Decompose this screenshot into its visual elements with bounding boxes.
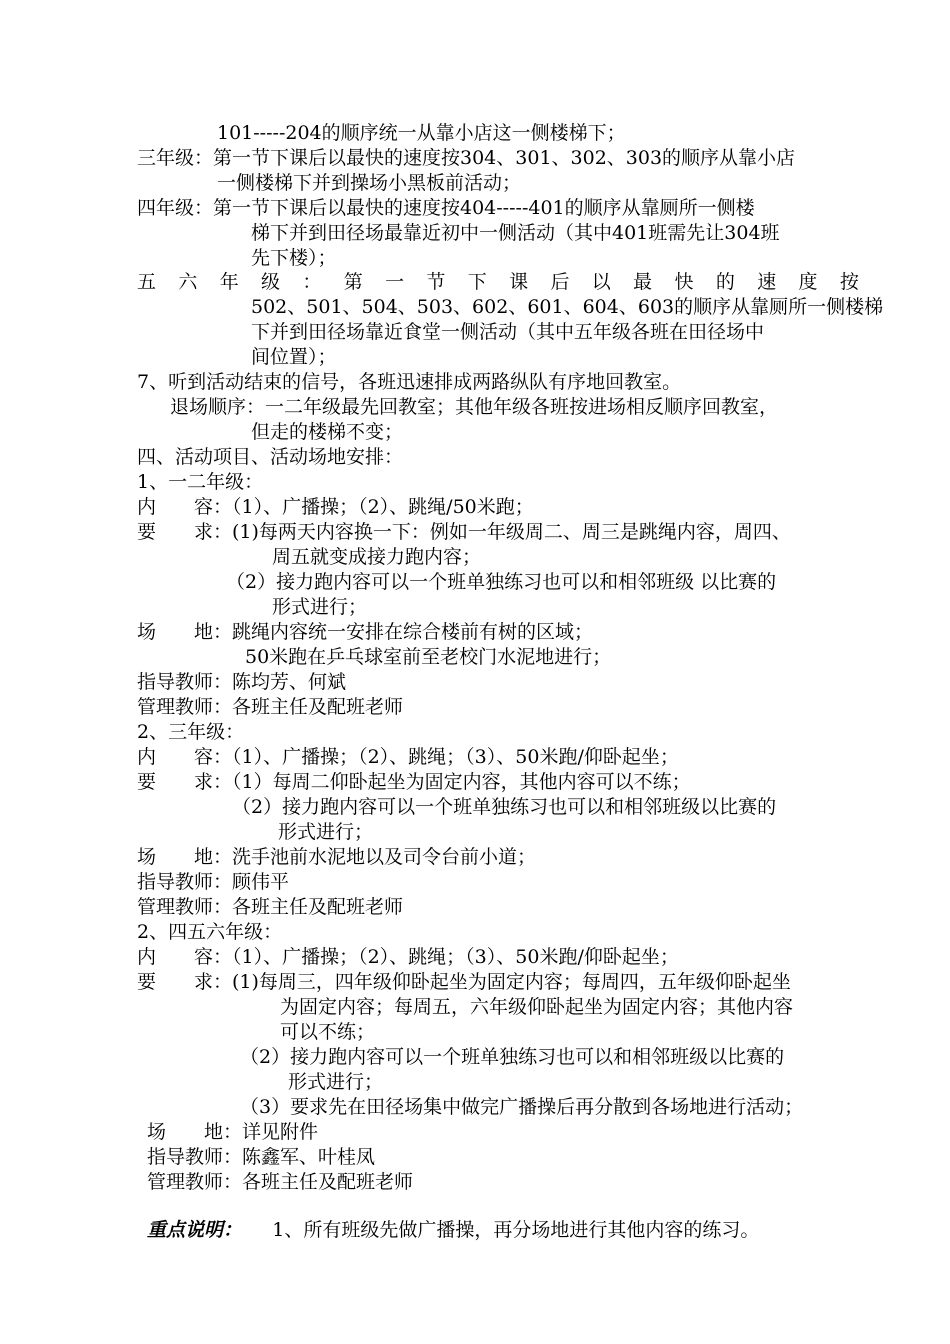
text-line: 三年级：第一节下课后以最快的速度按304、301、302、303的顺序从靠小店 (137, 147, 796, 169)
text-word: 快 (674, 271, 694, 293)
subsection-heading: 1、一二年级： (137, 471, 264, 493)
text-line: 指导教师：陈鑫军、叶桂凤 (147, 1146, 376, 1168)
section-heading: 四、活动项目、活动场地安排： (137, 446, 404, 468)
text-line: 四年级：第一节下课后以最快的速度按404-----401的顺序从靠厕所一侧楼 (137, 197, 755, 219)
text-line: 内 容：（1）、广播操；（2）、跳绳；（3）、50米跑/仰卧起坐； (137, 746, 679, 768)
text-line: 间位置）； (251, 346, 337, 368)
text-line: 形式进行； (278, 821, 374, 843)
text-line: 一侧楼梯下并到操场小黑板前活动； (217, 172, 522, 194)
text-line: 内 容：（1）、广播操；（2）、跳绳/50米跑； (137, 496, 534, 518)
text-word: 按 (839, 271, 859, 293)
text-line: 管理教师：各班主任及配班老师 (147, 1171, 414, 1193)
subsection-heading: 2、三年级： (137, 721, 245, 743)
text-line: （2）接力跑内容可以一个班单独练习也可以和相邻班级以比赛的 (240, 1046, 785, 1068)
text-line: 下并到田径场靠近食堂一侧活动（其中五年级各班在田径场中 (251, 321, 765, 343)
text-word: 课 (509, 271, 529, 293)
text-line: （2）接力跑内容可以一个班单独练习也可以和相邻班级 以比赛的 (226, 571, 777, 593)
text-word: 六 (178, 271, 198, 293)
key-note-text: 1、所有班级先做广播操，再分场地进行其他内容的练习。 (272, 1219, 760, 1241)
text-line: 内 容：（1）、广播操；（2）、跳绳；（3）、50米跑/仰卧起坐； (137, 946, 679, 968)
text-line: 但走的楼梯不变； (251, 421, 404, 443)
text-word: 年 (219, 271, 239, 293)
text-word: 下 (467, 271, 487, 293)
text-word: 级 (261, 271, 281, 293)
text-line: 502、501、504、503、602、601、604、603的顺序从靠厕所一侧楼梯 (251, 296, 884, 318)
text-line: 指导教师：陈均芳、何斌 (137, 671, 347, 693)
text-line: 为固定内容；每周五，六年级仰卧起坐为固定内容；其他内容 (280, 996, 794, 1018)
text-line: 指导教师：顾伟平 (137, 871, 290, 893)
justified-line (137, 270, 859, 294)
text-line: 形式进行； (288, 1071, 384, 1093)
text-line: 管理教师：各班主任及配班老师 (137, 896, 404, 918)
text-line: 先下楼）； (251, 247, 337, 269)
text-line: 要 求：(1)每周三，四年级仰卧起坐为固定内容；每周四，五年级仰卧起坐 (137, 971, 791, 993)
text-word: 以 (591, 271, 611, 293)
text-word: 节 (426, 271, 446, 293)
text-line: 要 求：（1）每周二仰卧起坐为固定内容，其他内容可以不练； (137, 771, 691, 793)
text-line: 101-----204的顺序统一从靠小店这一侧楼梯下； (217, 122, 626, 144)
key-note-gap (248, 1218, 266, 1242)
key-note (147, 1218, 759, 1242)
text-line: 周五就变成接力跑内容； (272, 546, 482, 568)
text-line: 管理教师：各班主任及配班老师 (137, 696, 404, 718)
text-word: 最 (633, 271, 653, 293)
text-word: 的 (715, 271, 735, 293)
text-word: 五 (137, 271, 157, 293)
text-line: 7、听到活动结束的信号，各班迅速排成两路纵队有序地回教室。 (137, 371, 682, 393)
text-line: 场 地：跳绳内容统一安排在综合楼前有树的区域； (137, 621, 594, 643)
text-word: 度 (798, 271, 818, 293)
text-line: （3）要求先在田径场集中做完广播操后再分散到各场地进行活动； (240, 1096, 804, 1118)
key-note-label: 重点说明： (147, 1219, 243, 1241)
text-line: 要 求：(1)每两天内容换一下：例如一年级周二、周三是跳绳内容，周四、 (137, 521, 791, 543)
text-line: 50米跑在乒乓球室前至老校门水泥地进行； (245, 646, 612, 668)
text-line: 场 地：详见附件 (147, 1121, 319, 1143)
text-line: 梯下并到田径场最靠近初中一侧活动（其中401班需先让304班 (251, 222, 780, 244)
text-line: 可以不练； (280, 1021, 376, 1043)
text-word: 速 (757, 271, 777, 293)
text-word: 后 (550, 271, 570, 293)
text-line: 场 地：洗手池前水泥地以及司令台前小道； (137, 846, 537, 868)
text-line: 形式进行； (272, 596, 368, 618)
text-word: 一 (385, 271, 405, 293)
subsection-heading: 2、四五六年级： (137, 921, 283, 943)
text-word: ： (302, 271, 322, 293)
text-line: 退场顺序：一二年级最先回教室；其他年级各班按进场相反顺序回教室， (170, 396, 779, 418)
text-line: （2）接力跑内容可以一个班单独练习也可以和相邻班级以比赛的 (232, 796, 777, 818)
text-word: 第 (343, 271, 363, 293)
